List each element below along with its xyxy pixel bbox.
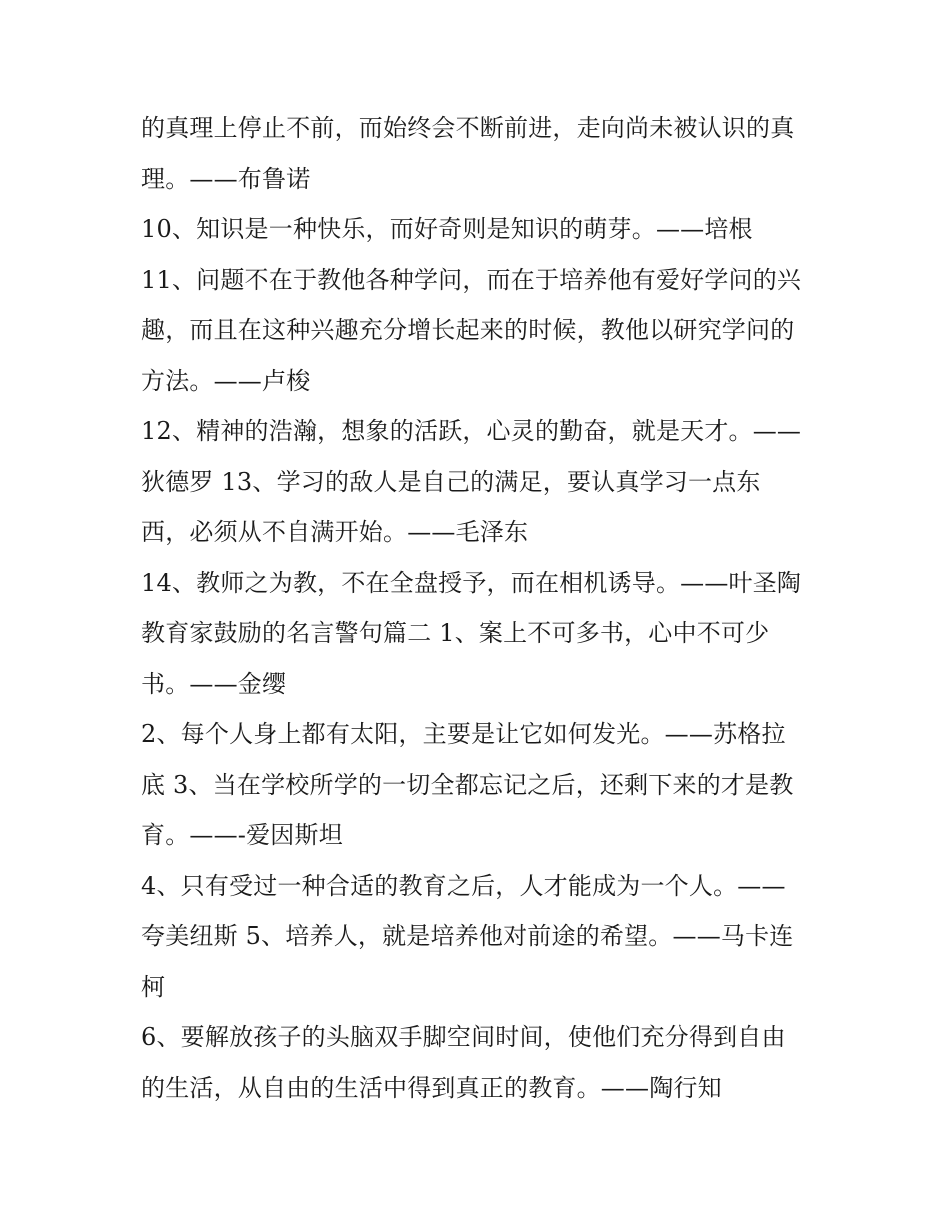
text-line: 狄德罗 13、学习的敌人是自己的满足，要认真学习一点东 [141, 467, 761, 496]
text-line: 趣，而且在这种兴趣充分增长起来的时候，教他以研究学问的 [141, 316, 795, 344]
text-line: 4、只有受过一种合适的教育之后，人才能成为一个人。—— [141, 871, 786, 900]
text-line: 理。——布鲁诺 [141, 164, 311, 193]
text-line: 教育家鼓励的名言警句篇二 1、案上不可多书，心中不可少 [141, 619, 770, 647]
text-line: 的生活，从自由的生活中得到真正的教育。——陶行知 [141, 1073, 722, 1102]
quote-text-block [141, 103, 816, 1113]
text-line: 底 3、当在学校所学的一切全都忘记之后，还剩下来的才是教 [141, 770, 794, 799]
text-line: 10、知识是一种快乐，而好奇则是知识的萌芽。——培根 [141, 215, 753, 243]
text-line: 书。——金缨 [141, 669, 287, 698]
text-line: 14、教师之为教，不在全盘授予，而在相机诱导。——叶圣陶 [141, 568, 802, 597]
text-line: 11、问题不在于教他各种学问，而在于培养他有爱好学问的兴 [141, 265, 802, 294]
text-line: 夸美纽斯 5、培养人，就是培养他对前途的希望。——马卡连 [141, 922, 794, 950]
text-line: 方法。——卢梭 [141, 366, 311, 395]
text-line: 的真理上停止不前，而始终会不断前进，走向尚未被认识的真 [141, 114, 795, 142]
text-line: 2、每个人身上都有太阳，主要是让它如何发光。——苏格拉 [141, 720, 786, 748]
text-line: 西，必须从不自满开始。——毛泽东 [141, 518, 529, 546]
text-line: 12、精神的浩瀚，想象的活跃，心灵的勤奋，就是天才。—— [141, 417, 802, 445]
text-line: 育。——-爱因斯坦 [141, 821, 343, 849]
text-line: 柯 [141, 972, 166, 1001]
text-line: 6、要解放孩子的头脑双手脚空间时间，使他们充分得到自由 [141, 1023, 786, 1051]
